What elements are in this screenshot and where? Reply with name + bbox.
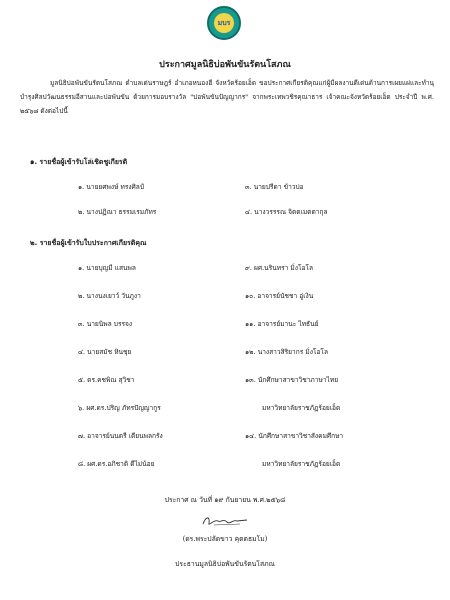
section1-item: ๑. นายยศพงษ์ ทรงศิลป์ bbox=[78, 183, 145, 191]
section2-item: ๘. ผศ.ดร.อภิชาติ ดีไม่น้อย bbox=[78, 460, 155, 468]
section2-item: ๑๑. อาจารย์มานะ ไทธันย์ bbox=[245, 320, 319, 328]
foundation-logo bbox=[207, 6, 241, 40]
section2-item: ๒. นางนงเยาว์ วันภูงา bbox=[78, 292, 141, 300]
section2-item: ๑๒. นางสาวสิริยากร มิ่งโอโล bbox=[245, 348, 328, 356]
section2-item: ๙. ผศ.นรินทรา มิ่งโอโล bbox=[245, 264, 314, 272]
document-title: ประกาศมูลนิธิบ่อพันขันรัตนโสภณ bbox=[159, 60, 291, 70]
section2-item: ๑๐. อาจารย์นัชชา อู่เงิน bbox=[245, 292, 314, 300]
announcement-date: ประกาศ ณ วันที่ ๑๙ กันยายน พ.ศ.๒๕๖๘ bbox=[164, 496, 286, 504]
section2-item: ๕. ดร.คชพิณ สุวิชา bbox=[78, 376, 135, 384]
signer-position: ประธานมูลนิธิบ่อพันขันรัตนโสภณ bbox=[175, 560, 275, 568]
logo-emblem: มบร bbox=[214, 13, 234, 33]
section2-item: ๑๓. นักศึกษาสาขาวิชาภาษาไทย bbox=[245, 376, 339, 384]
section2-item: ๓. นายนิพล บรรจง bbox=[78, 320, 133, 328]
section2-item: ๔. นายสมัช หินชุย bbox=[78, 348, 132, 356]
section2-item: ๑. นายบุญมี แสนพล bbox=[78, 264, 136, 272]
section2-heading: ๒. รายชื่อผู้เข้ารับใบประกาศเกียรติคุณ bbox=[30, 239, 147, 247]
signature bbox=[200, 513, 250, 529]
section1-heading: ๑. รายชื่อผู้เข้ารับโล่เชิดชูเกียรติ bbox=[30, 158, 128, 166]
section1-item: ๒. นางปฏิณา ธรรมเรมภัทร bbox=[78, 208, 157, 216]
section1-item: ๔. นางวรรรณ จิตตเมตตากุล bbox=[245, 208, 328, 216]
section2-item: ๑๔. นักศึกษาสาขาวิชาสังคมศึกษา bbox=[245, 432, 344, 440]
section2-item: ๗. อาจารย์นนตรี เตียนพลกรัง bbox=[78, 432, 163, 440]
signer-name: (ดร.พระปลัดขาว คุตตธมโม) bbox=[182, 535, 268, 543]
section2-item: มหาวิทยาลัยราชภัฏร้อยเอ็ด bbox=[262, 460, 341, 468]
section1-item: ๓. นายปรีดา ข้าวบ่อ bbox=[245, 183, 304, 191]
section2-item: ๖. ผศ.ดร.ปริญ ภัทรปัญญากูร bbox=[78, 404, 161, 412]
intro-paragraph: มูลนิธิบ่อพันขันรัตนโสภณ ตำบลเด่นราษฎร์ อำเภอหนองฮี จังหวัดร้อยเอ็ด ขอประกาศเกียรติคุณแก่ผู้มีผลงานดีเด่นด้านการเผยแผ่และทำนุบำรุงศิลปวัฒนธรรมอีสานและบ่อพันขัน ด้วยการมอบรางวัล "บ่อพันขันปัญญากร" จากพระเทพวชิรคุณาธาร เจ้าคณะจังหวัดร้อยเอ็ด ประจำปี พ.ศ. ๒๕๖๘ ดังต่อไปนี้ bbox=[20, 79, 434, 115]
section2-item: มหาวิทยาลัยราชภัฏร้อยเอ็ด bbox=[262, 404, 341, 412]
